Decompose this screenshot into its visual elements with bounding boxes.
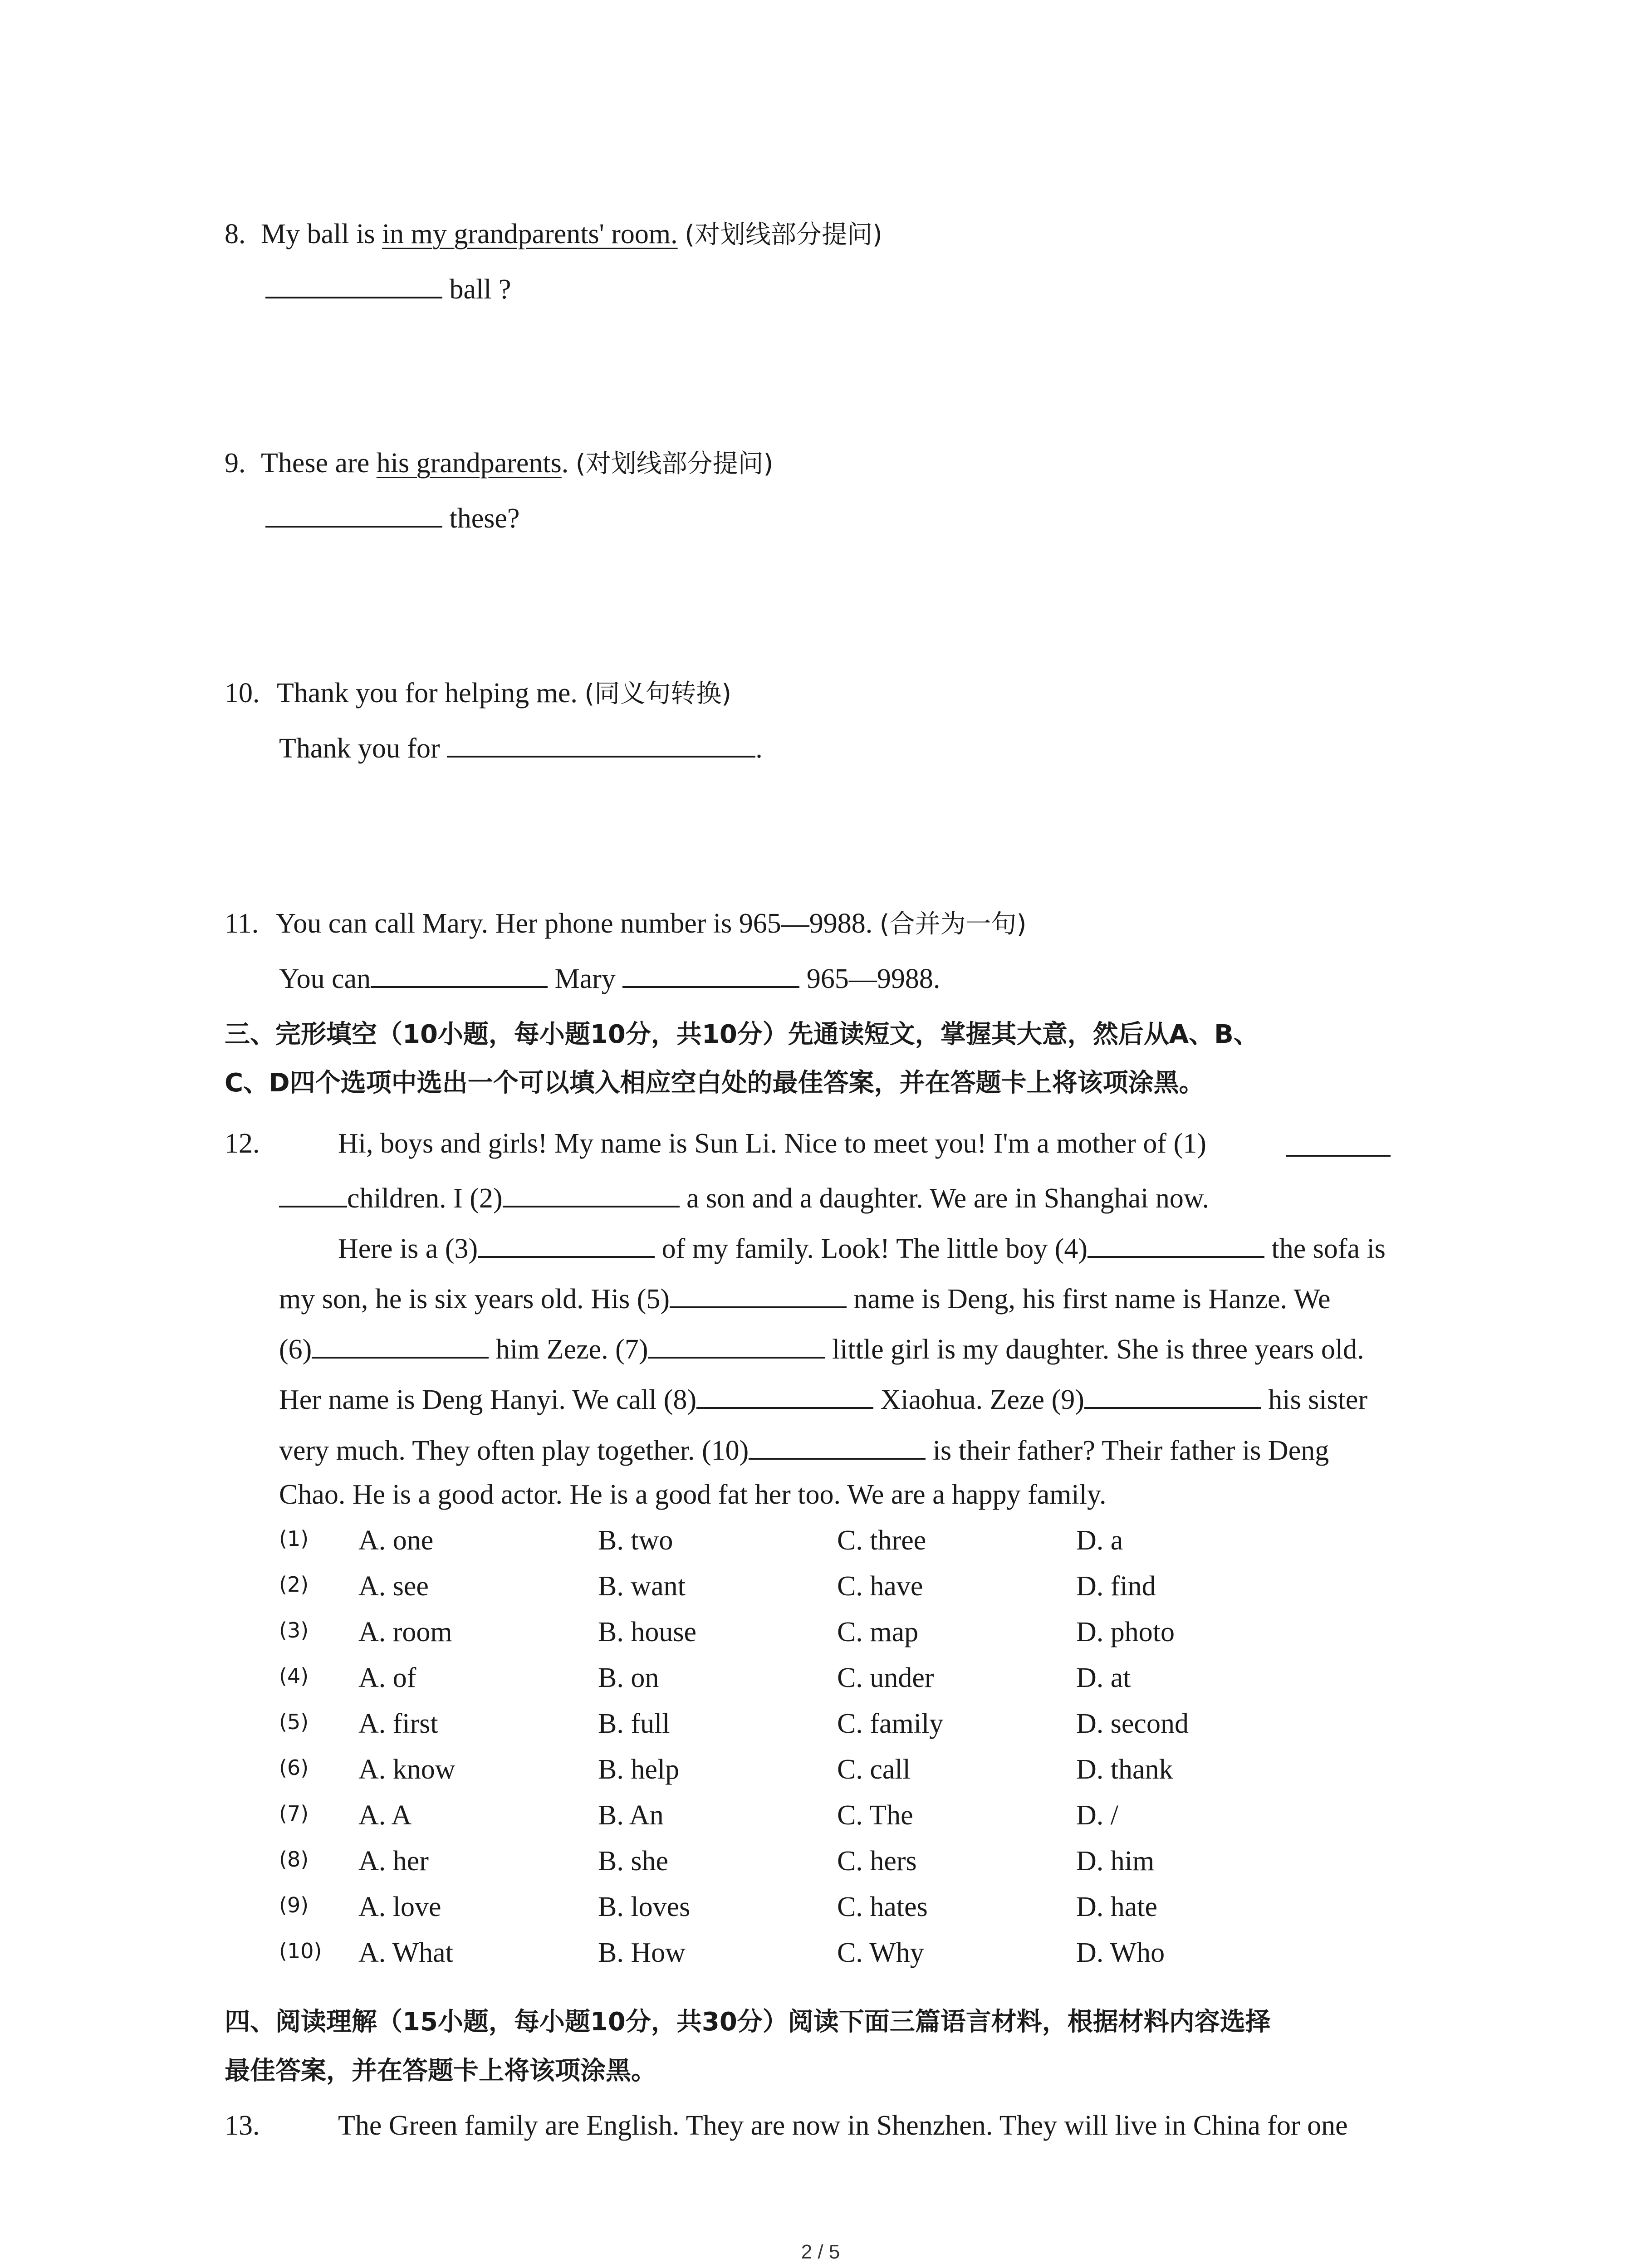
passage13-line1 [225,2110,1348,2141]
blank-5[interactable] [670,1281,847,1308]
q8-text: My ball is [261,219,382,249]
option-row-number: (10) [279,1939,322,1963]
option-b[interactable]: B. she [598,1846,668,1877]
passage12-number: 12. [225,1128,260,1159]
blank-2[interactable] [503,1180,680,1207]
option-a[interactable]: A. room [358,1617,452,1647]
option-a[interactable]: A. see [358,1571,429,1602]
option-d[interactable]: D. him [1076,1846,1155,1877]
blank-10[interactable] [749,1432,926,1460]
option-d[interactable]: D. at [1076,1662,1131,1693]
passage12-line5: (6) him Zeze. (7) little girl is my daughter. She is three years old. [279,1331,1364,1364]
blank-6[interactable] [312,1331,489,1359]
q10-line2: Thank you for . [279,730,763,763]
blank-3[interactable] [478,1231,655,1258]
option-row-number: (1) [279,1526,309,1551]
option-b[interactable]: B. two [598,1525,673,1556]
option-a[interactable]: A. one [358,1525,434,1556]
q8-number: 8. [225,219,246,249]
passage12-line1: 12. Hi, boys and girls! My name is Sun Li. Nice to meet you! I'm a mother of (1) [225,1129,260,1158]
q8-line2 [265,271,511,303]
section3-heading-line1: 三、完形填空（10小题，每小题10分，共10分）先通读短文，掌握其大意，然后从A、B、 [225,1020,1259,1049]
q10-number: 10. [225,678,260,709]
option-d[interactable]: D. second [1076,1708,1189,1739]
q10-text: Thank you for helping me. [277,678,585,709]
option-c[interactable]: C. The [837,1800,913,1831]
q11-answer-blank-1[interactable] [371,961,548,988]
option-row-number: (8) [279,1847,309,1872]
option-c[interactable]: C. under [837,1662,934,1693]
option-a[interactable]: A. first [358,1708,438,1739]
q9-instruction: (对划线部分提问) [575,449,774,479]
option-d[interactable]: D. hate [1076,1892,1158,1922]
q11-number: 11. [225,908,259,939]
option-row-number: (2) [279,1572,309,1597]
q11-text: You can call Mary. Her phone number is 965—9988. [275,908,880,939]
q10-instruction: (同义句转换) [584,679,732,709]
q9-answer-blank[interactable] [265,500,442,528]
option-b[interactable]: B. full [598,1708,670,1739]
section4-heading-line2: 最佳答案，并在答题卡上将该项涂黑。 [225,2056,656,2086]
option-d[interactable]: D. / [1076,1800,1118,1831]
blank-1a[interactable] [1286,1129,1391,1157]
option-b[interactable]: B. How [598,1937,686,1968]
option-a[interactable]: A. know [358,1754,456,1785]
option-c[interactable]: C. Why [837,1937,924,1968]
option-b[interactable]: B. house [598,1617,696,1647]
option-c[interactable]: C. map [837,1617,919,1647]
blank-4[interactable] [1087,1231,1264,1258]
option-c[interactable]: C. hates [837,1892,928,1922]
option-a[interactable]: A. A [358,1800,412,1831]
blank-1b[interactable] [279,1180,347,1207]
page-number: 2 / 5 [801,2241,840,2263]
q9-line2 [265,500,519,533]
q10-line1 [225,679,731,707]
option-row-number: (7) [279,1801,309,1826]
option-b[interactable]: B. loves [598,1892,691,1922]
q8-answer-blank[interactable] [265,271,442,298]
option-c[interactable]: C. call [837,1754,911,1785]
q8-underlined-phrase: in my grandparents' room. [382,219,678,249]
q11-line2: You can Mary 965—9988. [279,961,940,993]
q11-instruction: (合并为一句) [879,909,1027,939]
section4-heading-line1: 四、阅读理解（15小题，每小题10分，共30分）阅读下面三篇语言材料，根据材料内容选择 [225,2007,1271,2037]
option-d[interactable]: D. thank [1076,1754,1173,1785]
passage12-line4: my son, he is six years old. His (5) name is Deng, his first name is Hanze. We [279,1281,1331,1313]
q9-text: These are [261,448,377,479]
passage13-text: The Green family are English. They are now in Shenzhen. They will live in China for one [338,2110,1348,2141]
q9-number: 9. [225,448,246,479]
option-row-number: (9) [279,1893,309,1917]
option-d[interactable]: D. Who [1076,1937,1165,1968]
option-d[interactable]: D. find [1076,1571,1156,1602]
option-a[interactable]: A. of [358,1662,416,1693]
q10-answer-blank[interactable] [447,730,755,758]
passage12-line7: very much. They often play together. (10) is their father? Their father is Deng [279,1432,1329,1465]
option-row-number: (3) [279,1618,309,1642]
option-row-number: (4) [279,1664,309,1688]
passage13-number: 13. [225,2110,260,2141]
passage12-line2: children. I (2) a son and a daughter. We are in Shanghai now. [279,1180,1209,1212]
q8-answer-tail: ball ? [442,274,511,305]
passage12-line3: Here is a (3) of my family. Look! The little boy (4) the sofa is [338,1231,1386,1263]
option-c[interactable]: C. have [837,1571,923,1602]
option-c[interactable]: C. three [837,1525,926,1556]
q10-answer-lead: Thank you for [279,733,447,764]
option-a[interactable]: A. What [358,1937,453,1968]
q8-instruction: (对划线部分提问) [685,220,882,249]
passage12-line6: Her name is Deng Hanyi. We call (8) Xiaohua. Zeze (9) his sister [279,1382,1367,1414]
option-row-number: (5) [279,1710,309,1734]
option-b[interactable]: B. An [598,1800,664,1831]
option-a[interactable]: A. her [358,1846,429,1877]
option-d[interactable]: D. a [1076,1525,1123,1556]
option-c[interactable]: C. hers [837,1846,917,1877]
blank-9[interactable] [1084,1382,1261,1409]
q9-underlined-phrase: his grandparents [376,448,562,479]
option-b[interactable]: B. help [598,1754,680,1785]
section3-heading-line2: C、D四个选项中选出一个可以填入相应空白处的最佳答案，并在答题卡上将该项涂黑。 [225,1068,1205,1098]
option-b[interactable]: B. want [598,1571,686,1602]
option-a[interactable]: A. love [358,1892,441,1922]
q11-answer-blank-2[interactable] [622,961,799,988]
option-b[interactable]: B. on [598,1662,659,1693]
q11-line1 [225,909,1026,938]
blank-8[interactable] [696,1382,873,1409]
option-d[interactable]: D. photo [1076,1617,1175,1647]
passage12-line8: Chao. He is a good actor. He is a good fat her too. We are a happy family. [279,1479,1107,1510]
blank-7[interactable] [648,1331,825,1359]
q9-line1: 9. These are his grandparents. (对划线部分提问) [225,448,774,479]
option-c[interactable]: C. family [837,1708,944,1739]
q9-answer-tail: these? [442,503,520,534]
q8-line1 [225,220,882,248]
option-row-number: (6) [279,1755,309,1780]
